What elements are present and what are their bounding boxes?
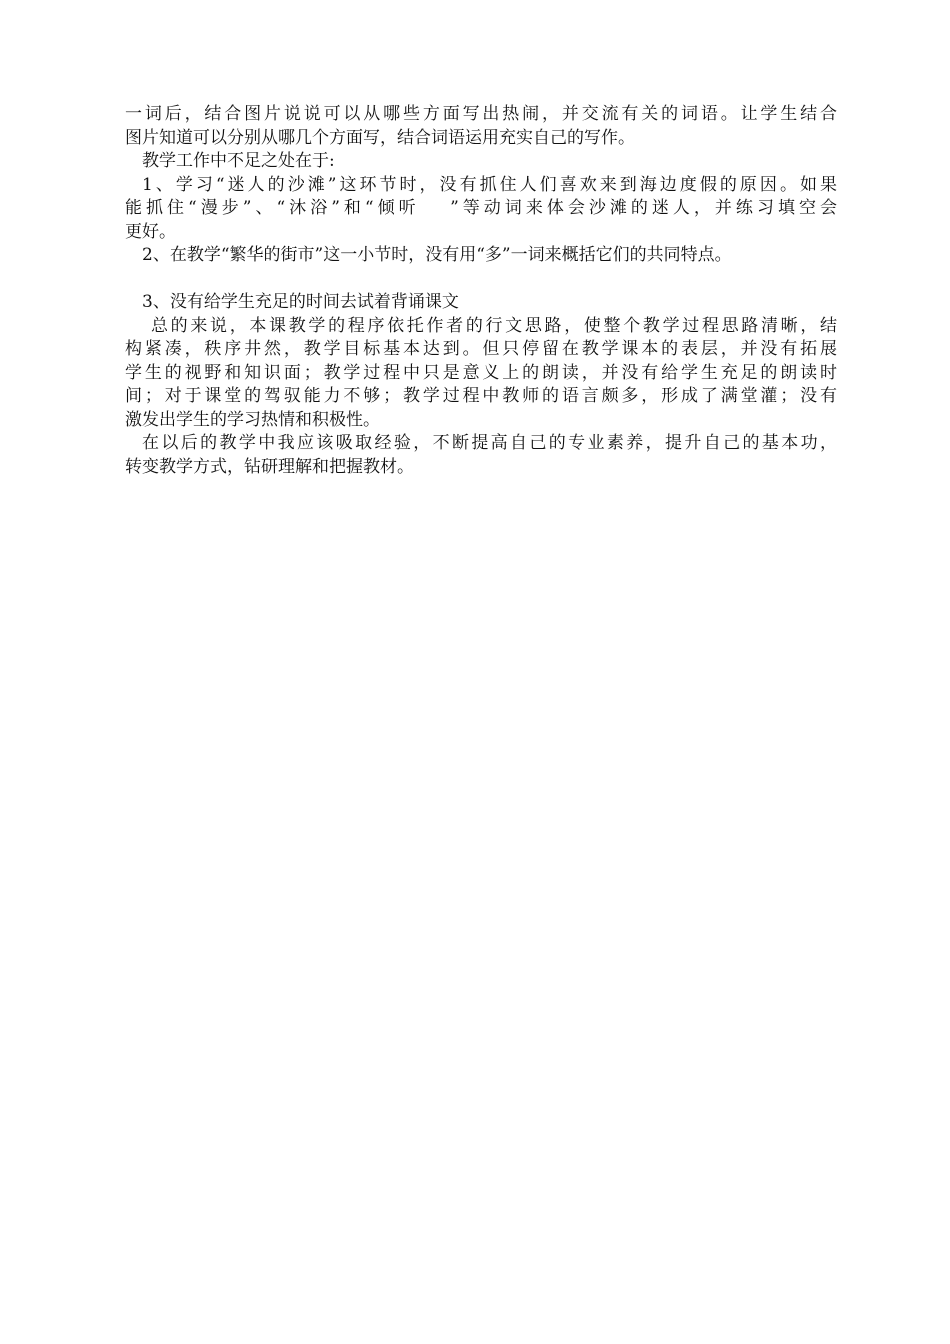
paragraph-line: 在以后的教学中我应该吸取经验，不断提高自己的专业素养，提升自己的基本功， xyxy=(142,433,837,453)
section-heading: 教学工作中不足之处在于: xyxy=(142,151,335,171)
blank-line xyxy=(125,268,837,292)
paragraph-line: 激发出学生的学习热情和积极性。 xyxy=(125,409,380,430)
list-item-line: 1、学习“迷人的沙滩”这环节时，没有抓住人们喜欢来到海边度假的原因。如果 xyxy=(142,174,837,195)
paragraph-line: 总的来说，本课教学的程序依托作者的行文思路，使整个教学过程思路清晰，结 xyxy=(151,315,837,336)
list-item-line: 3、没有给学生充足的时间去试着背诵课文 xyxy=(142,292,459,312)
list-item-line: 更好。 xyxy=(125,221,176,242)
paragraph-line: 间；对于课堂的驾驭能力不够；教学过程中教师的语言颇多，形成了满堂灌；没有 xyxy=(125,386,837,406)
paragraph-line: 一词后，结合图片说说可以从哪些方面写出热闹，并交流有关的词语。让学生结合 xyxy=(125,104,837,124)
document-body xyxy=(125,103,837,479)
paragraph-line: 构紧凑，秩序井然，教学目标基本达到。但只停留在教学课本的表层，并没有拓展 xyxy=(125,339,837,359)
paragraph-line: 学生的视野和知识面；教学过程中只是意义上的朗读，并没有给学生充足的朗读时 xyxy=(125,362,837,383)
paragraph-line: 图片知道可以分别从哪几个方面写，结合词语运用充实自己的写作。 xyxy=(125,127,635,148)
list-item-line: 能抓住“漫步”、“沐浴”和“倾听 ”等动词来体会沙滩的迷人，并练习填空会 xyxy=(125,198,837,218)
list-item-line: 2、在教学“繁华的街市”这一小节时，没有用“多”一词来概括它们的共同特点。 xyxy=(142,245,732,265)
paragraph-line: 转变教学方式，钻研理解和把握教材。 xyxy=(125,456,414,477)
